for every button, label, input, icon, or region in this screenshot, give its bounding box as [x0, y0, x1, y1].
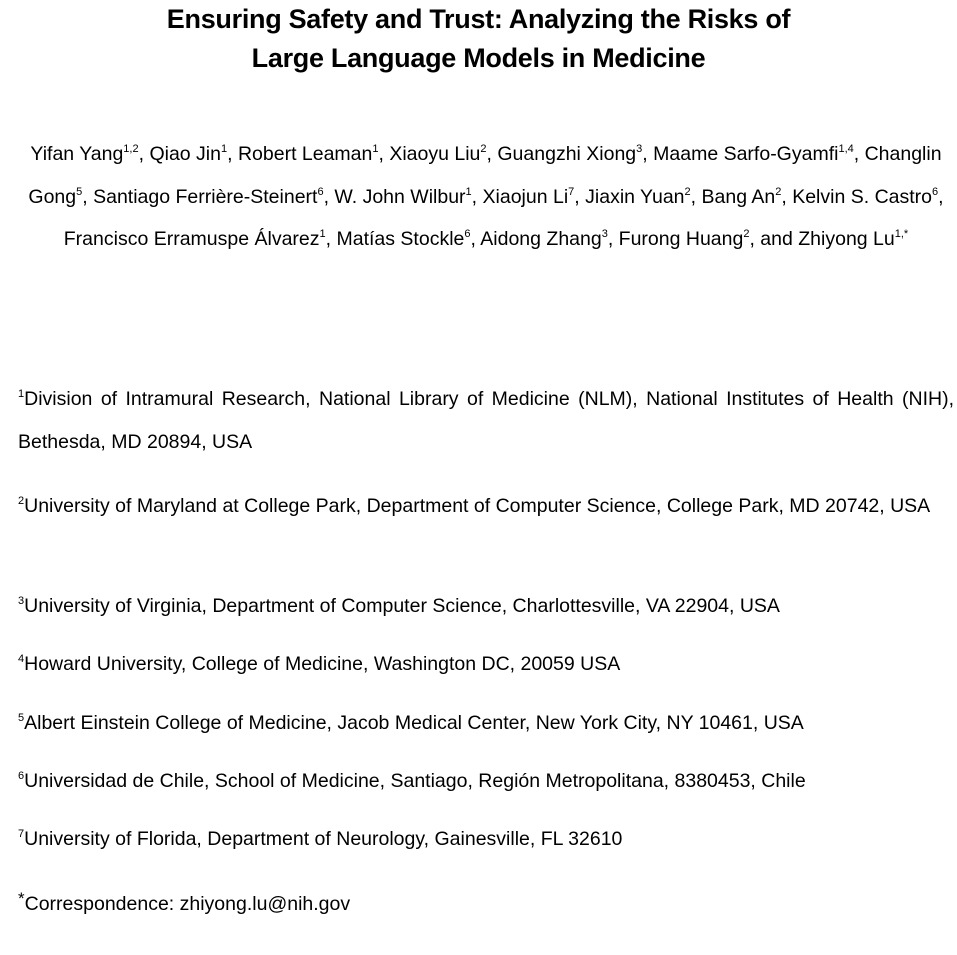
paper-title-line-2: Large Language Models in Medicine [251, 43, 706, 73]
paper-title [0, 0, 957, 78]
affiliation-number: 1 [18, 388, 25, 400]
affiliation-number: 4 [18, 653, 25, 665]
affiliation-text: University of Florida, Department of Neurology, Gainesville, FL 32610 [24, 828, 623, 850]
author-list [18, 133, 954, 261]
paper-title-line-1: Ensuring Safety and Trust: Analyzing the Risks of [166, 4, 791, 34]
affiliation-text: University of Maryland at College Park, Department of Computer Science, College Park, MD 20742, USA [24, 495, 931, 517]
author-separator: , [227, 143, 238, 165]
correspondence-mark: * [18, 889, 25, 908]
author [798, 228, 908, 250]
author [64, 228, 337, 250]
author [389, 143, 497, 165]
author-separator: , and [749, 228, 799, 250]
author-separator: , [378, 143, 390, 165]
author [30, 143, 149, 165]
author-name: Maame Sarfo-Gyamfi [653, 143, 839, 165]
correspondence [18, 883, 954, 926]
author-separator: , [607, 228, 619, 250]
author-name: Robert Leaman [237, 143, 373, 165]
author-name: Guangzhi Xiong [497, 143, 637, 165]
author-separator: , [82, 185, 94, 208]
author-affiliation-mark: 1 [220, 143, 228, 155]
author-name: Matías Stockle [336, 228, 465, 250]
author [149, 143, 238, 165]
affiliation-number: 5 [18, 712, 25, 724]
affiliation-number: 7 [18, 828, 25, 840]
author-affiliation-mark: 1 [465, 185, 472, 198]
author-affiliation-mark: 1 [319, 228, 326, 240]
author-name: Bang An [701, 185, 776, 208]
author-separator: , [642, 143, 654, 165]
author-name: Qiao Jin [149, 143, 221, 165]
affiliation-7 [18, 818, 954, 861]
author-affiliation-mark: 6 [464, 228, 471, 240]
affiliation-2 [18, 485, 954, 528]
author-affiliation-mark: 3 [636, 143, 643, 155]
author [480, 228, 618, 250]
author-name: Francisco Erramuspe Álvarez [63, 228, 320, 250]
author-separator: , [574, 185, 586, 208]
author-separator: , [323, 185, 335, 208]
author-separator: , [781, 185, 793, 208]
author-separator: , [470, 228, 481, 250]
author-separator: , [325, 228, 337, 250]
author [702, 186, 793, 208]
author [653, 143, 864, 165]
author-name: Changlin Gong [28, 143, 942, 208]
affiliation-1 [18, 378, 954, 463]
author-separator: , [853, 143, 865, 165]
author-affiliation-mark: 2 [775, 185, 782, 198]
affiliation-number: 3 [18, 595, 25, 607]
author [238, 143, 389, 165]
affiliation-4 [18, 643, 954, 686]
author [619, 228, 799, 250]
author-affiliation-mark: 1,4 [838, 143, 854, 155]
author [336, 228, 480, 250]
author-name: Zhiyong Lu [798, 228, 895, 250]
author-affiliation-mark: 2 [480, 143, 487, 155]
affiliation-text: University of Virginia, Department of Computer Science, Charlottesville, VA 22904, USA [24, 595, 780, 617]
affiliation-number: 2 [18, 495, 25, 507]
author [585, 186, 701, 208]
author-affiliation-mark: 2 [684, 185, 691, 198]
author-name: W. John Wilbur [334, 185, 466, 208]
affiliation-3 [18, 585, 954, 628]
author-affiliation-mark: 7 [568, 185, 575, 198]
author-name: Kelvin S. Castro [792, 185, 933, 208]
author [792, 186, 943, 208]
author-separator: , [690, 185, 702, 208]
author-affiliation-mark: 6 [932, 185, 939, 198]
author-name: Jiaxin Yuan [585, 185, 685, 208]
author [93, 186, 334, 208]
affiliation-text: Universidad de Chile, School of Medicine, Santiago, Región Metropolitana, 8380453, Chile [24, 770, 806, 792]
affiliation-5 [18, 702, 954, 745]
affiliation-text: Albert Einstein College of Medicine, Jacob Medical Center, New York City, NY 10461, USA [24, 712, 804, 734]
author-affiliation-mark: 3 [601, 228, 608, 240]
author-affiliation-mark: 1,* [894, 228, 909, 240]
author-affiliation-mark: 5 [76, 185, 83, 198]
author-name: Xiaojun Li [482, 185, 569, 208]
author-name: Xiaoyu Liu [389, 143, 481, 165]
author [497, 143, 653, 165]
author-affiliation-mark: 6 [317, 185, 324, 198]
author-affiliation-mark: 2 [743, 228, 750, 240]
correspondence-text: Correspondence: zhiyong.lu@nih.gov [24, 893, 351, 915]
author-name: Aidong Zhang [480, 228, 602, 250]
affiliation-number: 6 [18, 770, 25, 782]
affiliation-6 [18, 760, 954, 803]
affiliation-text: Howard University, College of Medicine, Washington DC, 20059 USA [24, 653, 621, 675]
author-name: Yifan Yang [30, 143, 124, 165]
author-name: Furong Huang [618, 228, 744, 250]
affiliation-text: Division of Intramural Research, National Library of Medicine (NLM), National Institutes of Health (NIH), Bethesda, MD 20894, USA [18, 388, 954, 453]
author-separator: , [938, 185, 944, 208]
author-separator: , [486, 143, 498, 165]
author [483, 186, 586, 208]
author-affiliation-mark: 1,2 [123, 143, 139, 155]
author-separator: , [471, 185, 483, 208]
author-affiliation-mark: 1 [372, 143, 379, 155]
author [334, 186, 482, 208]
author-name: Santiago Ferrière-Steinert [93, 185, 318, 208]
author-separator: , [138, 143, 150, 165]
